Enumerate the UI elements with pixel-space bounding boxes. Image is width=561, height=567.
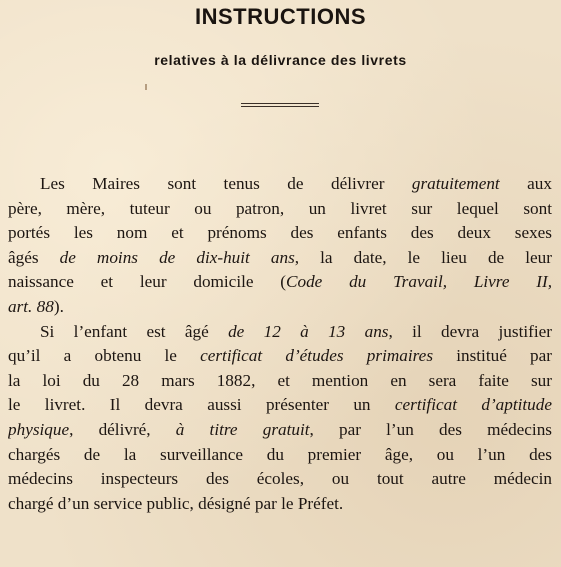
text-segment: ). xyxy=(53,296,64,316)
text-segment: la loi du 28 mars 1882, et mention en sera faite sur xyxy=(8,370,552,390)
italic-text: physique xyxy=(8,419,70,439)
text-segment: âgés xyxy=(8,247,60,267)
italic-text: certificat d’études primaires xyxy=(200,346,434,366)
italic-text: de 12 à 13 ans xyxy=(228,321,389,341)
text-segment: père, mère, tuteur ou patron, un livret sur lequel sont xyxy=(8,198,552,218)
paragraph-line xyxy=(8,369,552,394)
paragraph-line xyxy=(8,221,552,246)
italic-text: Code du Travail, Livre II, xyxy=(286,272,552,292)
paragraph-line xyxy=(8,393,552,418)
text-segment: portés les nom et prénoms des enfants des deux sexes xyxy=(8,223,552,243)
italic-text: à titre gratuit xyxy=(175,419,310,439)
text-segment: chargé d’un service public, désigné par le Préfet. xyxy=(8,493,344,513)
text-segment: médecins inspecteurs des écoles, ou tout autre médecin xyxy=(8,469,552,489)
text-segment: qu’il a obtenu le xyxy=(8,346,201,366)
paragraph-line xyxy=(8,467,552,492)
text-segment: Si l’enfant est âgé xyxy=(40,321,229,341)
paragraph-line xyxy=(8,246,552,271)
paragraph-line xyxy=(8,320,552,345)
paragraph-line xyxy=(8,197,552,222)
text-segment: , la date, le lieu de leur xyxy=(294,247,552,267)
text-segment: Les Maires sont tenus de délivrer xyxy=(40,174,412,193)
italic-text: de moins de dix-huit ans xyxy=(59,247,295,267)
paragraph-line xyxy=(8,443,552,468)
italic-text: gratuitement xyxy=(411,174,500,193)
text-segment: , délivré, xyxy=(69,419,176,439)
text-segment: institué par xyxy=(433,346,552,366)
text-segment: le livret. Il devra aussi présenter un xyxy=(8,395,395,415)
paragraph-line xyxy=(8,270,552,295)
text-segment: , il devra justifier xyxy=(388,321,552,341)
paragraph-line xyxy=(8,418,552,443)
page-title: INSTRUCTIONS xyxy=(195,4,366,29)
italic-text: art. 88 xyxy=(8,296,54,316)
paragraph-line xyxy=(8,172,552,197)
text-segment: aux xyxy=(499,174,552,193)
text-segment: naissance et leur domicile ( xyxy=(8,272,287,292)
text-segment: chargés de la surveillance du premier âge, ou l’un des xyxy=(8,444,552,464)
separator-rule xyxy=(241,103,319,107)
paragraph-line xyxy=(8,295,552,320)
paragraph-line xyxy=(8,344,552,369)
page-subtitle: relatives à la délivrance des livrets xyxy=(154,52,407,68)
text-segment: , par l’un des médecins xyxy=(309,419,552,439)
italic-text: certificat d’aptitude xyxy=(394,395,552,415)
ink-speck xyxy=(145,84,147,90)
body-text xyxy=(8,172,552,516)
paragraph-line xyxy=(8,492,552,517)
